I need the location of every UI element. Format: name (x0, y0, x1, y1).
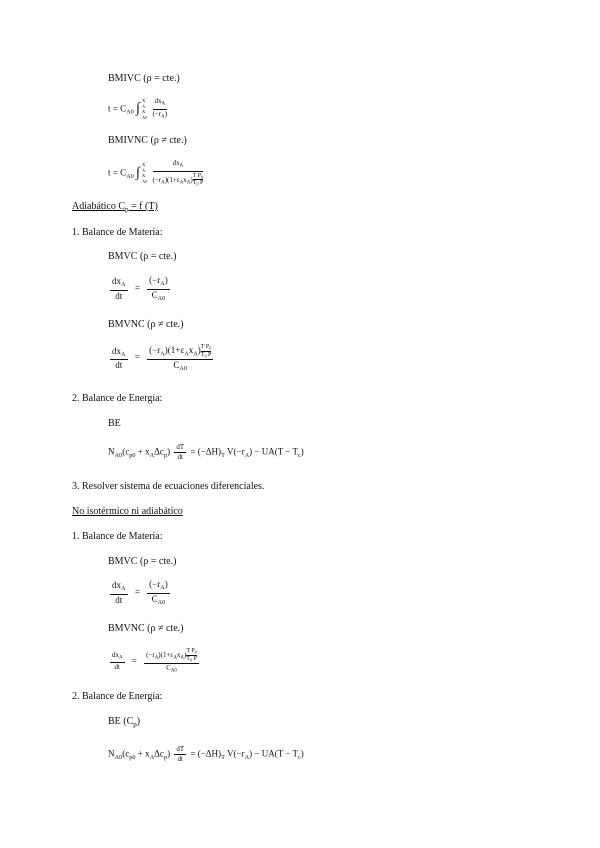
s1-bmvc-equation: $\frac{dx_A}{dt}$ = $\frac{(-r_A)}{C_{A0}}$ (112, 275, 168, 302)
adiabatic-heading: Adiabático $C_p = f$ (T) (72, 201, 158, 214)
s1-be-label: BE (108, 418, 121, 429)
bmivc-label: BMIVC (ρ = cte.) (108, 73, 180, 84)
bmivnc-equation: $t = C_{A0}$ ∫ x A x A0 $dx_A$ $(-r_A)(1+\varepsilon_Ax_A)$ $\frac{T P_0}{T_0 P}$ (108, 159, 204, 187)
s2-be-equation: $N_{A0}(c_{p0} + x_A\Delta c_p)$ $\frac{dT}{dt}$ = $(-\Delta H)_T$ $V(-r_A) - UA(T - T_c)$ (108, 745, 304, 763)
s1-mass-balance: 1. Balance de Materia: (72, 227, 163, 238)
s2-bmvnc-label: BMVNC (ρ ≠ cte.) (108, 623, 184, 634)
s1-bmvc-label: BMVC (ρ = cte.) (108, 251, 177, 262)
s1-bmvnc-label: BMVNC (ρ ≠ cte.) (108, 319, 184, 330)
s1-solve-step: 3. Resolver sistema de ecuaciones diferenciales. (72, 481, 265, 492)
s2-be-label: BE $(C_p)$ (108, 716, 141, 729)
s2-mass-balance: 1. Balance de Materia: (72, 531, 163, 542)
s1-bmvnc-equation: $\frac{dx_A}{dt}$ = $(-r_A)(1+\varepsilon_Ax_A)$ $\frac{T P_0}{T_0 P}$ $C_{A0}$ (112, 344, 212, 373)
nonadiabatic-heading: No isotérmico ni adiabático (72, 506, 183, 517)
s2-bmvc-equation: $\frac{dx_A}{dt}$ = $\frac{(-r_A)}{C_{A0}}$ (112, 579, 168, 606)
s2-bmvc-label: BMVC (ρ = cte.) (108, 556, 177, 567)
bmivc-equation: $t = C_{A0}$ ∫ x A x A0 $\frac{dx_A}{(-r_A)}$ (108, 97, 168, 120)
s1-energy-balance: 2. Balance de Energía: (72, 393, 163, 404)
s2-bmvnc-equation: $\frac{dx_A}{dt}$ = $(-r_A)(1+\varepsilon_Ax_A)$ $\frac{T P_0}{T_0 P}$ $C_{A0}$ (112, 648, 197, 675)
s2-energy-balance: 2. Balance de Energía: (72, 691, 163, 702)
s1-be-equation: $N_{A0}(c_{p0} + x_A\Delta c_p)$ $\frac{dT}{dt}$ = $(-\Delta H)_T$ $V(-r_A) - UA(T - T_c)$ (108, 443, 304, 461)
bmivnc-label: BMIVNC (ρ ≠ cte.) (108, 135, 187, 146)
